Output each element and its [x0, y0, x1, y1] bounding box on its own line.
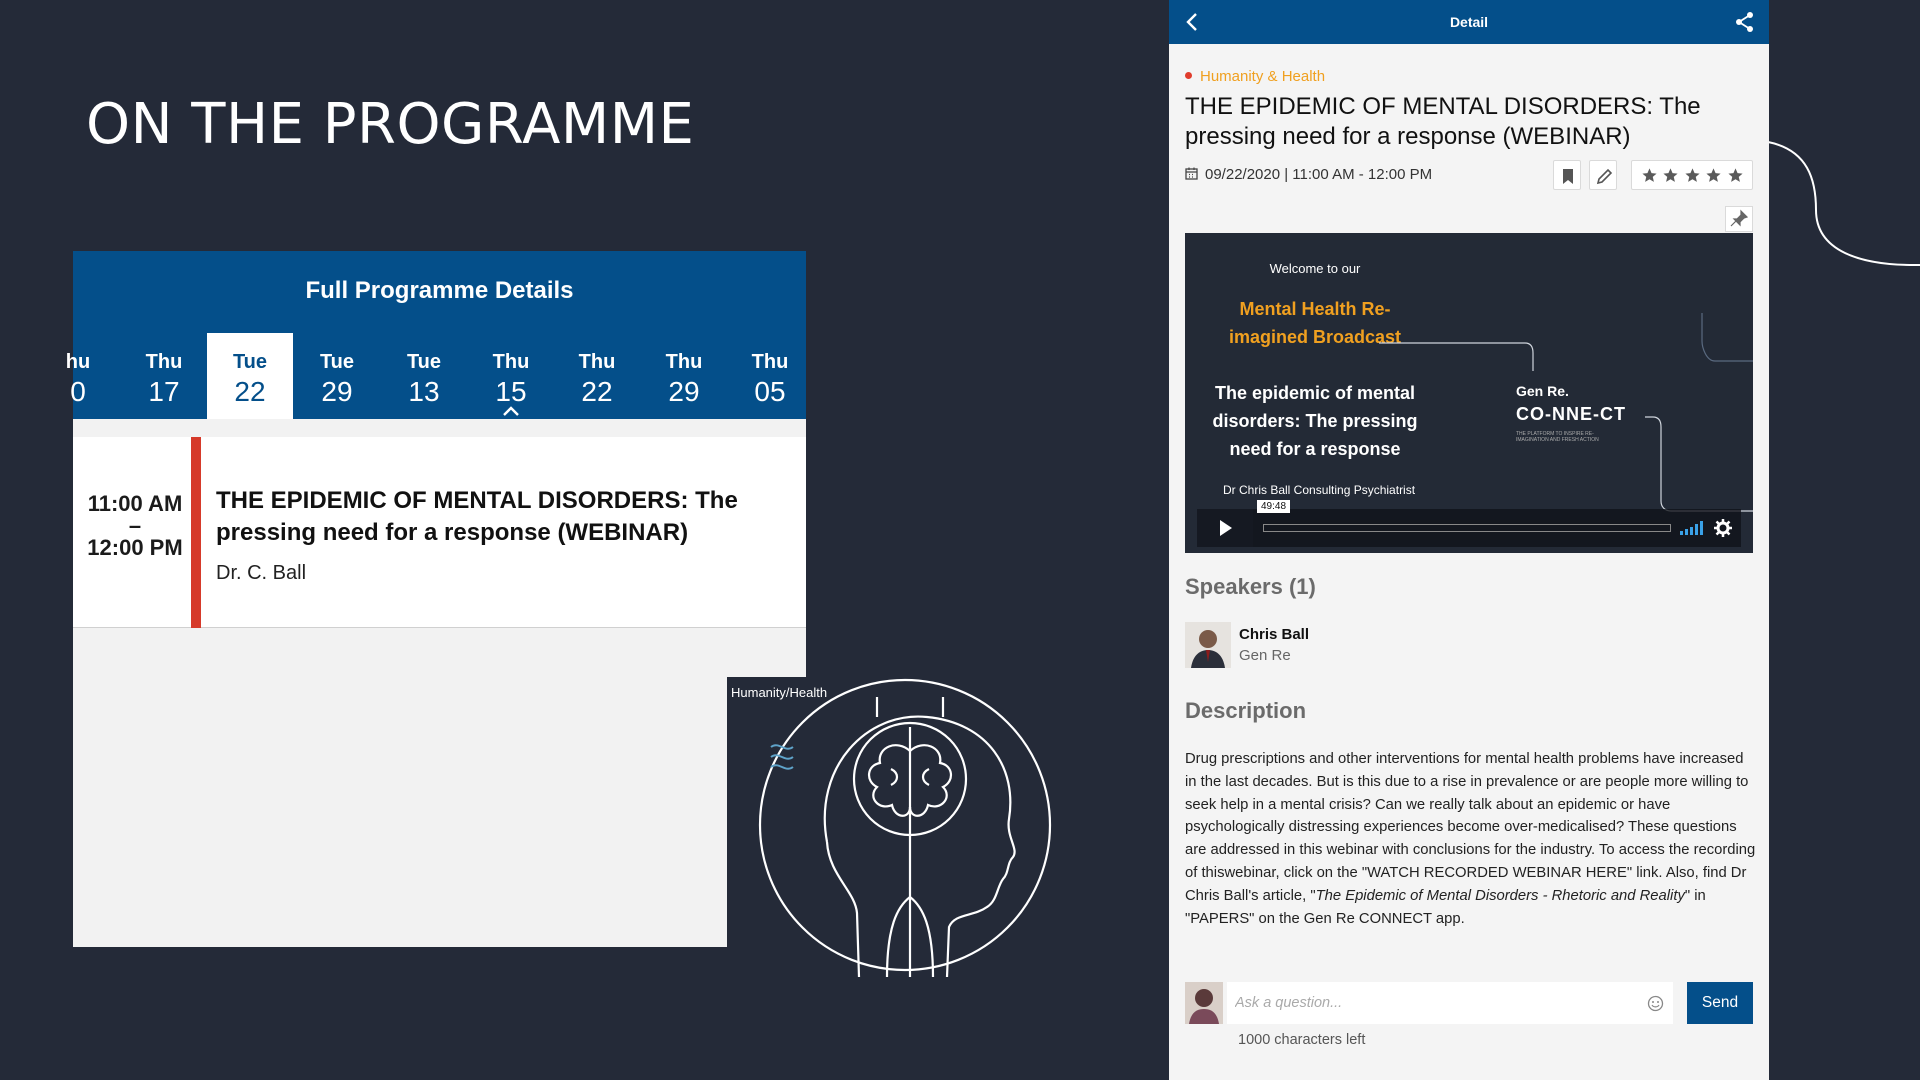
speaker-organization: Gen Re — [1239, 647, 1291, 664]
session-speaker: Dr. C. Ball — [216, 562, 307, 584]
date-tab-number: 15 — [495, 376, 527, 407]
connect-logo-text: CO-NNE-CT — [1516, 404, 1626, 424]
video-player[interactable] — [1185, 233, 1753, 553]
detail-title-bar: Detail — [1449, 14, 1489, 30]
star-icon[interactable] — [1684, 167, 1701, 184]
user-photo-icon — [1185, 982, 1223, 1024]
video-subtitle: The epidemic of mental disorders: The pressing need for a response — [1212, 383, 1418, 459]
date-tab[interactable] — [468, 333, 554, 419]
date-tab-day: Thu — [578, 351, 616, 373]
brain-head-illustration — [727, 677, 1047, 979]
settings-gear-icon[interactable] — [1713, 518, 1733, 538]
speaker-name: Chris Ball — [1239, 626, 1310, 643]
date-tab-day: Tue — [406, 351, 442, 373]
date-strip — [65, 333, 806, 419]
date-tab-number: 29 — [668, 376, 700, 407]
video-progress-bar[interactable] — [1263, 524, 1671, 532]
pin-icon — [1726, 207, 1752, 231]
date-tab[interactable] — [641, 333, 727, 419]
caret-up-icon — [502, 406, 520, 416]
date-tab-day: Thu — [751, 351, 789, 373]
play-icon — [1197, 509, 1253, 547]
date-tab-selected[interactable] — [207, 333, 293, 419]
session-title: THE EPIDEMIC OF MENTAL DISORDERS: The pressing need for a response (WEBINAR) — [216, 487, 738, 546]
session-time-end: 12:00 PM — [87, 535, 183, 560]
date-tab[interactable] — [294, 333, 380, 419]
session-datetime — [1185, 166, 1432, 183]
programme-header — [65, 251, 806, 419]
speaker-card[interactable] — [1185, 622, 1485, 668]
decorative-curve — [1768, 140, 1920, 270]
connect-tagline: THE PLATFORM TO INSPIRE RE-IMAGINATION AND FRESH ACTION — [1516, 431, 1599, 443]
track-name: Humanity & Health — [1200, 68, 1326, 85]
video-broadcast-title: Mental Health Re-imagined Broadcast — [1228, 299, 1402, 347]
date-tab[interactable] — [35, 333, 121, 419]
date-tab-day: Thu — [492, 351, 530, 373]
track-dot-icon — [1185, 72, 1192, 79]
detail-topbar — [1169, 0, 1769, 44]
date-tab-day: Thu — [665, 351, 703, 373]
emoji-icon[interactable] — [1647, 995, 1664, 1012]
date-tab[interactable] — [727, 333, 813, 419]
date-tab-number: 29 — [321, 376, 353, 407]
date-tab-day: Tue — [232, 351, 268, 373]
pencil-icon — [1590, 161, 1618, 191]
session-time-start: 11:00 AM — [87, 491, 183, 516]
ask-question-input[interactable] — [1227, 982, 1673, 1024]
date-tab[interactable] — [121, 333, 207, 419]
date-tab-number: 0 — [70, 376, 86, 407]
session-detail-title: THE EPIDEMIC OF MENTAL DISORDERS: The pressing need for a response (WEBINAR) — [1185, 93, 1701, 150]
speaker-photo-icon — [1185, 622, 1231, 668]
star-icon[interactable] — [1641, 167, 1658, 184]
date-tab[interactable] — [381, 333, 467, 419]
star-icon[interactable] — [1705, 167, 1722, 184]
date-tab-day: Thu — [145, 351, 183, 373]
slide-title: ON THE PROGRAMME — [86, 92, 695, 157]
star-icon[interactable] — [1662, 167, 1679, 184]
note-button[interactable] — [1589, 160, 1617, 190]
ask-question-row — [1185, 982, 1753, 1024]
pin-button[interactable] — [1725, 206, 1753, 232]
play-button[interactable] — [1197, 509, 1253, 547]
session-time-dash: – — [128, 513, 142, 538]
calendar-icon — [1185, 167, 1198, 180]
video-controls — [1197, 501, 1741, 547]
video-time: 49:48 — [1257, 500, 1290, 513]
user-avatar — [1185, 982, 1223, 1024]
session-time — [79, 493, 191, 559]
programme-panel — [65, 251, 806, 947]
date-tab-number: 22 — [234, 376, 266, 407]
volume-icon — [1679, 521, 1703, 535]
session-datetime-text: 09/22/2020 | 11:00 AM - 12:00 PM — [1205, 166, 1433, 183]
date-tab[interactable] — [554, 333, 640, 419]
date-tab-number: 13 — [408, 376, 440, 407]
date-tab-day: Tue — [319, 351, 355, 373]
session-row[interactable] — [73, 437, 806, 628]
star-icon[interactable] — [1727, 167, 1744, 184]
description-text — [1185, 748, 1757, 930]
programme-header-title: Full Programme Details — [305, 277, 574, 304]
share-icon[interactable] — [1735, 11, 1755, 33]
date-tab-number: 05 — [754, 376, 786, 407]
bookmark-button[interactable] — [1553, 160, 1581, 190]
star-rating[interactable] — [1631, 160, 1753, 190]
speaker-avatar — [1185, 622, 1231, 668]
description-heading: Description — [1185, 698, 1307, 723]
description-tail: " in "PAPERS" on the Gen Re CONNECT app. — [1185, 887, 1706, 927]
genre-logo-text: Gen Re. — [1516, 383, 1569, 399]
image-caption: Humanity/Health — [731, 685, 828, 700]
date-tab-number: 22 — [581, 376, 613, 407]
video-welcome-text: Welcome to our — [1269, 261, 1361, 276]
character-count: 1000 characters left — [1238, 1032, 1366, 1048]
description-main: Drug prescriptions and other interventions for mental health problems have increased in the last decades. But is this due to a rise in prevalence or are people more willing to seek help in a mental crisis? Can we really talk about an epidemic or have psychologically distressing experiences become over-medicalised? These questions are addressed in this webinar with conclusions for the industry. To access the recording of thiswebinar, click on the "WATCH RECORDED WEBINAR HERE" link. Also, find Dr Chris Ball's article, " — [1185, 751, 1756, 904]
date-tab-number: 17 — [148, 376, 180, 407]
speakers-heading: Speakers (1) — [1185, 574, 1316, 599]
article-title: The Epidemic of Mental Disorders - Rhetoric and Reality — [1315, 887, 1685, 904]
humanity-health-image — [727, 677, 1047, 979]
send-button[interactable]: Send — [1687, 982, 1753, 1024]
session-track-bar — [191, 437, 201, 628]
video-byline: Dr Chris Ball Consulting Psychiatrist — [1223, 483, 1416, 497]
bookmark-icon — [1554, 161, 1582, 191]
track-label — [1185, 68, 1325, 85]
detail-panel — [1169, 0, 1769, 1080]
date-tab-day: hu — [65, 351, 91, 373]
